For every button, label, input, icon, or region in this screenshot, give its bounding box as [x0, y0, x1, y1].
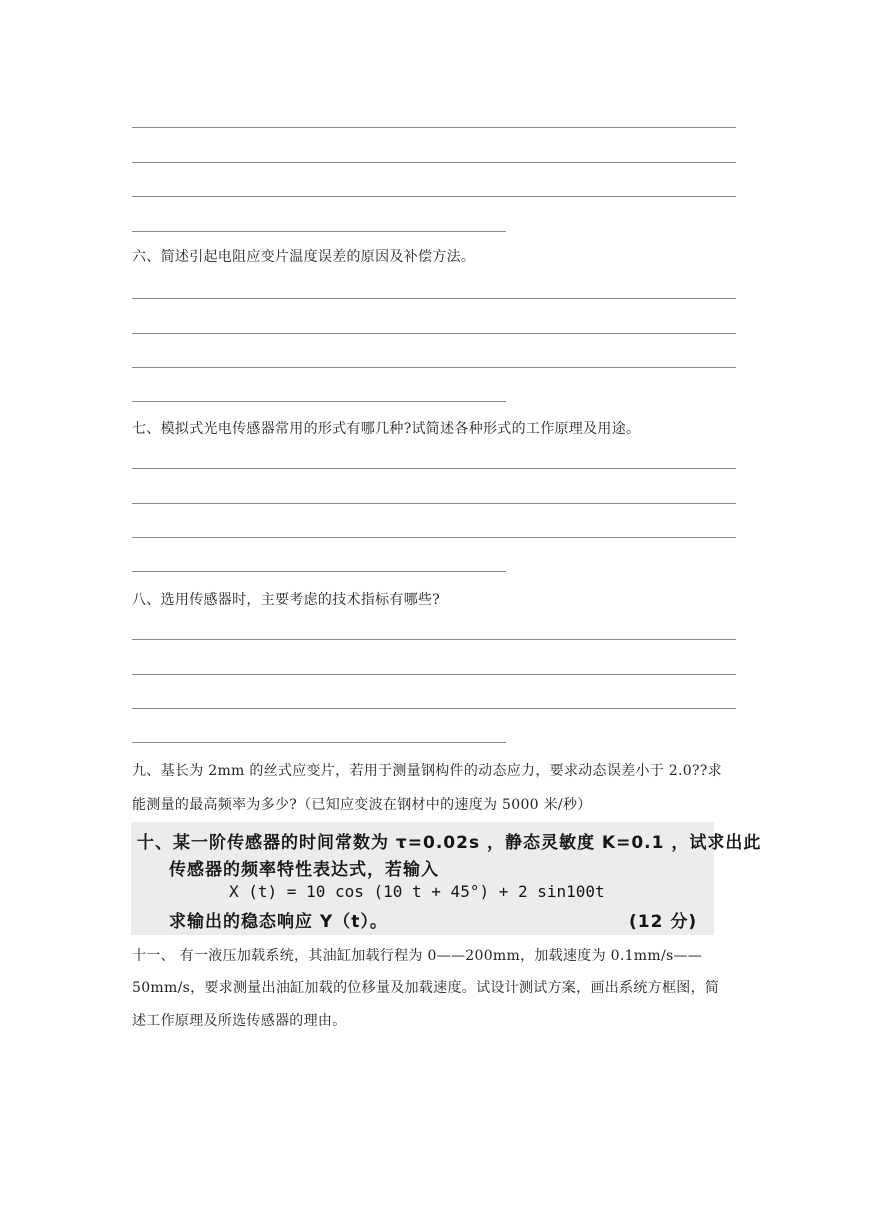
question-10-line-4: 求输出的稳态响应 Y（t）。	[169, 912, 388, 932]
question-9-line-2: 能测量的最高频率为多少?（已知应变波在钢材中的速度为 5000 米/秒）	[132, 797, 592, 813]
question-11-line-2: 50mm/s，要求测量出油缸加载的位移量及加载速度。试设计测试方案，画出系统方框图，简	[132, 980, 720, 996]
answer-line[interactable]	[132, 162, 736, 163]
answer-line[interactable]	[132, 537, 736, 538]
answer-line[interactable]	[132, 674, 736, 675]
answer-line[interactable]	[132, 742, 506, 743]
answer-line[interactable]	[132, 503, 736, 504]
question-10-line-2: 传感器的频率特性表达式，若输入	[169, 860, 439, 880]
question-10-line-1: 十、某一阶传感器的时间常数为 τ=0.02s ，静态灵敏度 K=0.1 ，试求出此	[137, 833, 762, 853]
question-11-line-3: 述工作原理及所选传感器的理由。	[132, 1013, 347, 1029]
question-6: 六、简述引起电阻应变片温度误差的原因及补偿方法。	[132, 249, 476, 265]
answer-line[interactable]	[132, 639, 736, 640]
answer-line[interactable]	[132, 298, 736, 299]
answer-line[interactable]	[132, 231, 506, 232]
answer-line[interactable]	[132, 127, 736, 128]
answer-line[interactable]	[132, 196, 736, 197]
question-9-line-1: 九、基长为 2mm 的丝式应变片，若用于测量钢构件的动态应力，要求动态误差小于 2.0??求	[132, 763, 722, 779]
answer-line[interactable]	[132, 333, 736, 334]
question-10-scanned-image	[131, 822, 762, 935]
question-7: 七、模拟式光电传感器常用的形式有哪几种?试简述各种形式的工作原理及用途。	[132, 421, 641, 437]
answer-line[interactable]	[132, 468, 736, 469]
answer-line[interactable]	[132, 401, 506, 402]
question-10-points: (12 分)	[629, 912, 698, 932]
answer-line[interactable]	[132, 367, 736, 368]
answer-line[interactable]	[132, 708, 736, 709]
question-8: 八、选用传感器时，主要考虑的技术指标有哪些?	[132, 592, 441, 608]
question-10-formula: X (t) = 10 cos (10 t + 45°) + 2 sin100t	[229, 882, 605, 901]
question-11-line-1: 十一、 有一液压加载系统，其油缸加载行程为 0——200mm，加载速度为 0.1mm/s——	[132, 948, 703, 964]
answer-line[interactable]	[132, 571, 506, 572]
